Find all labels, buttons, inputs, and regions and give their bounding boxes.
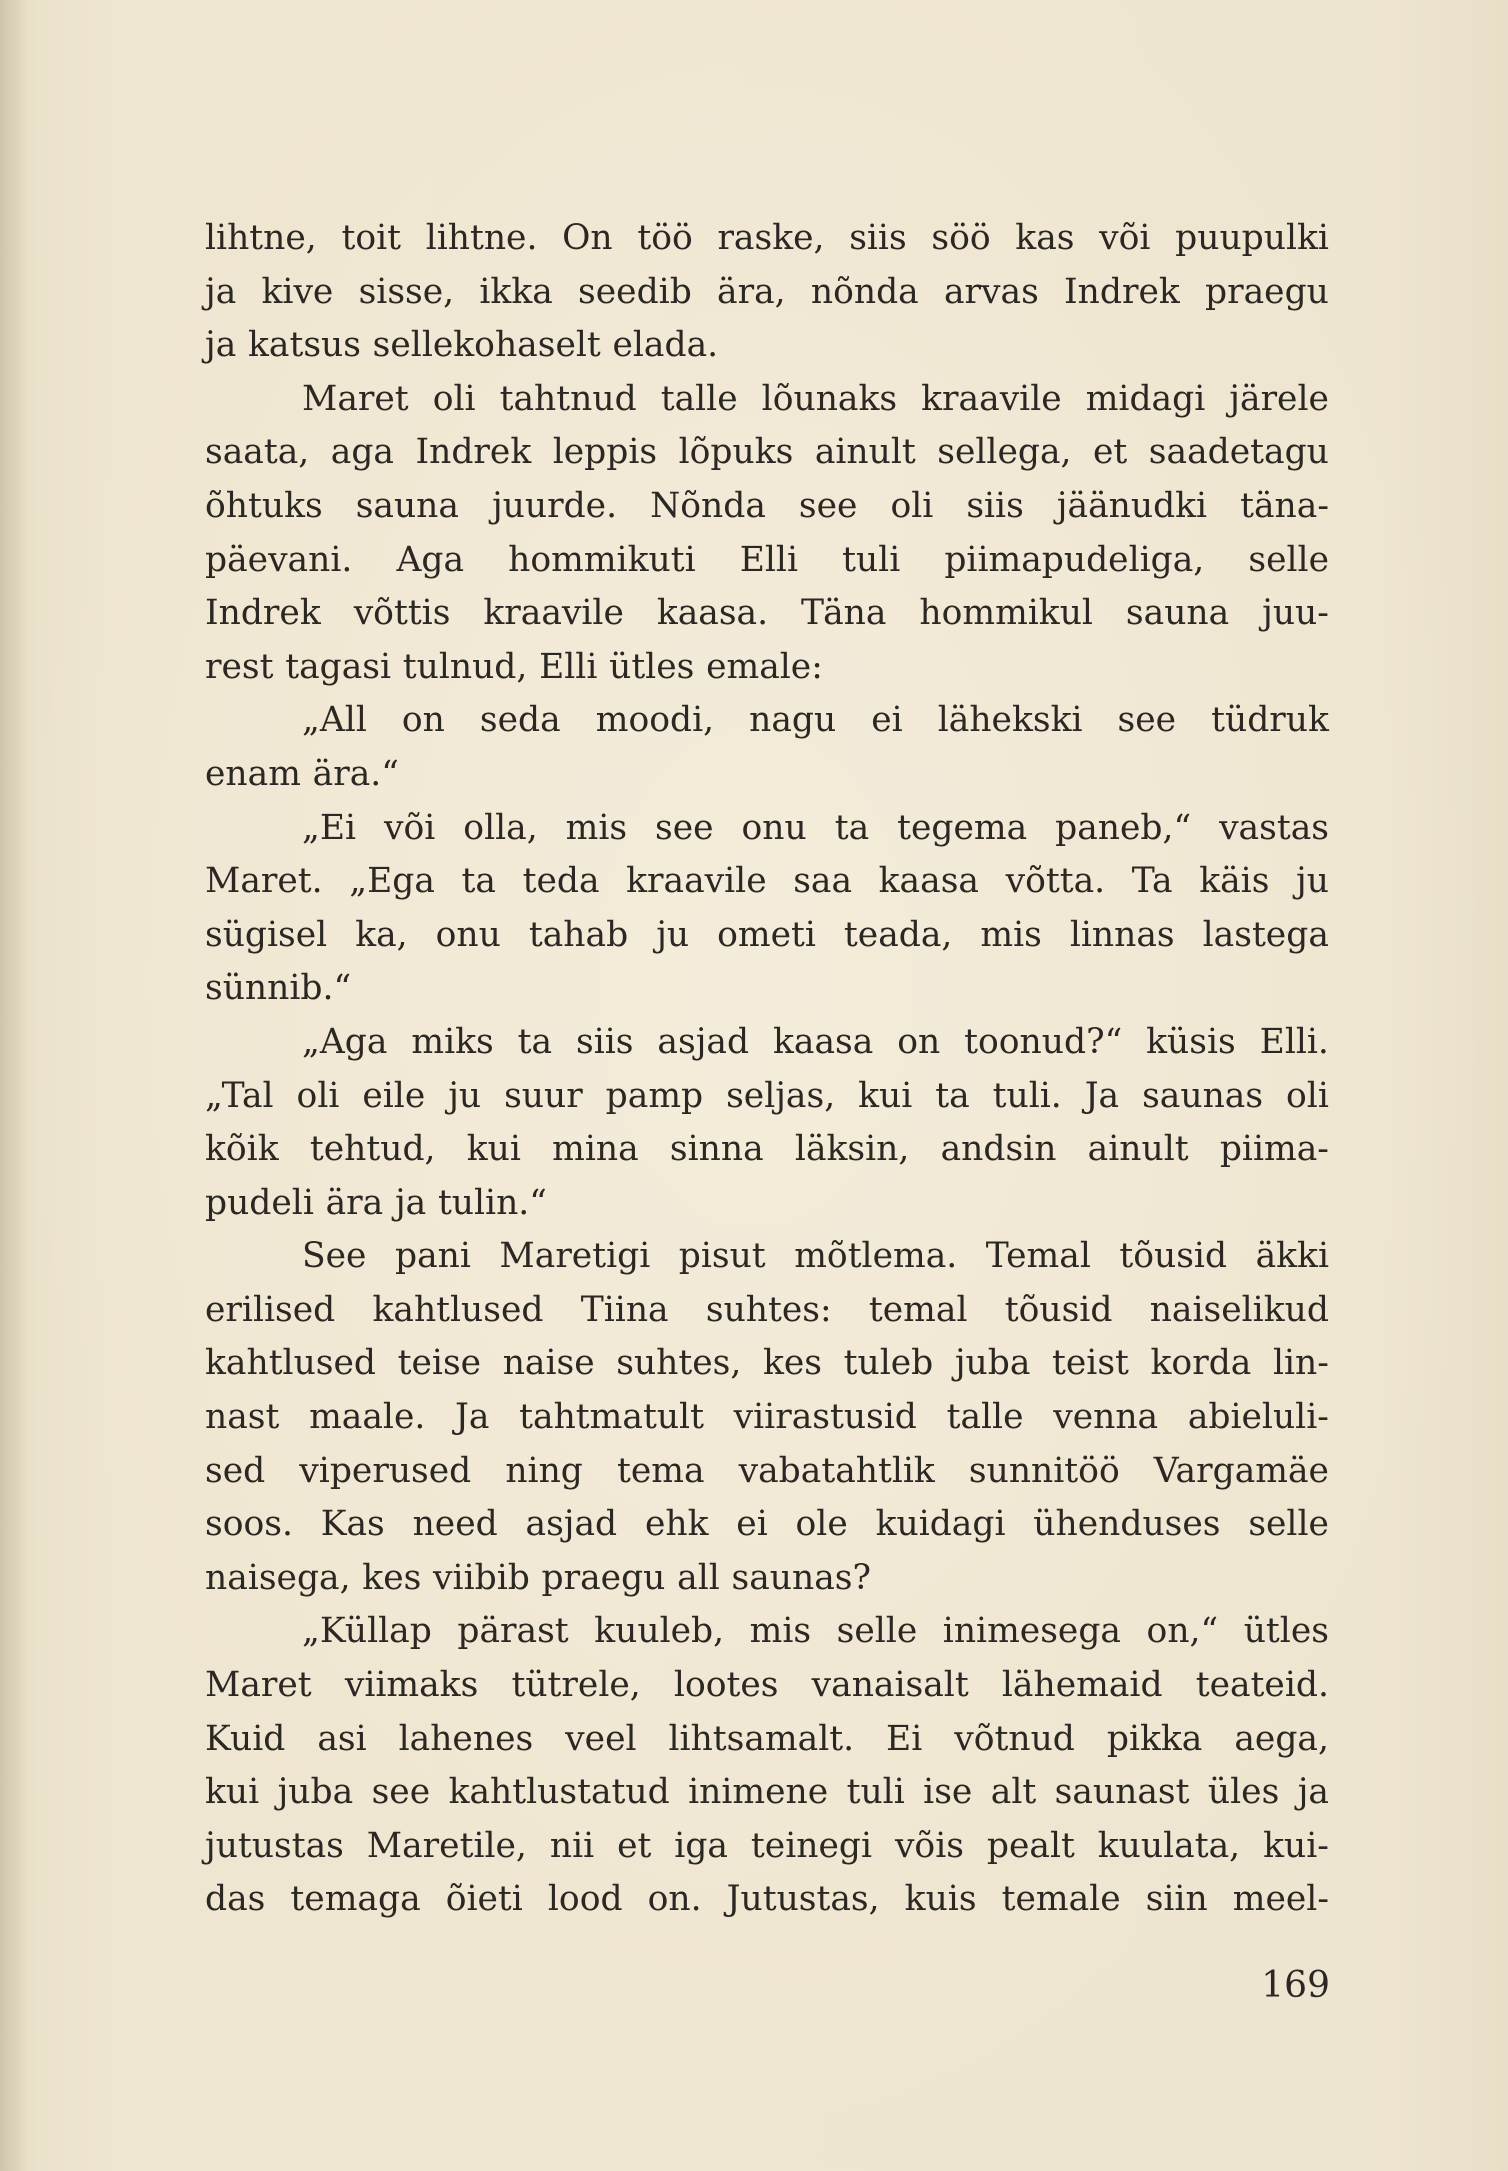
text-line bbox=[205, 694, 1329, 748]
word: ära, bbox=[717, 271, 786, 312]
word: tagasi bbox=[285, 646, 392, 687]
word: suhtes, bbox=[616, 1343, 742, 1384]
word: Vargamäe bbox=[1153, 1450, 1329, 1491]
word: õhtuks bbox=[205, 485, 323, 526]
word: võttis bbox=[353, 593, 451, 634]
word: „Tal bbox=[205, 1075, 274, 1116]
word: küsis bbox=[1146, 1021, 1236, 1062]
text-line bbox=[205, 1552, 1329, 1606]
word: siis bbox=[849, 218, 907, 258]
word: miks bbox=[411, 1021, 494, 1062]
word: ometi bbox=[717, 914, 816, 955]
word: üles bbox=[1207, 1772, 1280, 1813]
word: kive bbox=[261, 271, 334, 312]
word: teise bbox=[397, 1343, 482, 1384]
word: töö bbox=[637, 218, 693, 258]
word: selle bbox=[1248, 1504, 1329, 1545]
word: suhtes: bbox=[705, 1289, 832, 1330]
word: söö bbox=[931, 218, 991, 258]
word: Ja bbox=[455, 1397, 490, 1438]
word: juu- bbox=[1262, 593, 1329, 634]
word: Temal bbox=[985, 1236, 1091, 1277]
word: mis bbox=[749, 1611, 812, 1652]
word: Maret bbox=[302, 378, 409, 419]
word: tulin.“ bbox=[437, 1182, 547, 1223]
word: talle bbox=[946, 1397, 1024, 1438]
word: ta bbox=[935, 1075, 970, 1116]
word: temal bbox=[868, 1289, 968, 1330]
word: teda bbox=[522, 861, 600, 902]
text-line bbox=[205, 855, 1329, 909]
word: tehtud, bbox=[309, 1129, 436, 1170]
word: nõnda bbox=[810, 271, 919, 312]
word: mis bbox=[565, 807, 628, 848]
word: Täna bbox=[801, 593, 887, 634]
word: onu bbox=[435, 914, 501, 955]
word: ja bbox=[205, 271, 237, 312]
word: Indrek bbox=[205, 593, 321, 634]
word: onu bbox=[741, 807, 807, 848]
word: lahenes bbox=[398, 1718, 534, 1759]
text-line bbox=[205, 1713, 1329, 1767]
word: linnas bbox=[1069, 914, 1175, 955]
word: iga bbox=[674, 1825, 728, 1866]
word: sauna bbox=[1125, 593, 1230, 634]
word: asi bbox=[317, 1718, 367, 1759]
word: võtnud bbox=[954, 1718, 1075, 1759]
word: ning bbox=[505, 1450, 583, 1491]
text-line bbox=[205, 962, 1329, 1016]
word: „Ei bbox=[302, 807, 357, 848]
word: on bbox=[897, 1021, 941, 1062]
word: aega, bbox=[1234, 1718, 1329, 1759]
word: täna- bbox=[1240, 485, 1329, 526]
word: ütles bbox=[609, 646, 695, 687]
word: lin- bbox=[1272, 1343, 1329, 1384]
word: sellekohaselt bbox=[372, 325, 601, 366]
word: ka, bbox=[355, 914, 408, 955]
word: Kuid bbox=[205, 1718, 286, 1759]
word: ühenduses bbox=[1033, 1504, 1221, 1545]
word: praegu bbox=[541, 1557, 666, 1598]
text-line bbox=[205, 748, 1329, 802]
word: ainult bbox=[814, 432, 916, 473]
word: Maret bbox=[205, 1665, 312, 1706]
text-line bbox=[205, 587, 1329, 641]
word: ise bbox=[923, 1772, 973, 1813]
word: eile bbox=[362, 1075, 426, 1116]
word: ju bbox=[1296, 861, 1329, 902]
word: Maretigi bbox=[499, 1236, 651, 1277]
word: saa bbox=[793, 861, 853, 902]
word: Elli bbox=[539, 646, 598, 687]
word: jäänudki bbox=[1056, 485, 1208, 526]
word: siis bbox=[966, 485, 1024, 526]
word: sisse, bbox=[358, 271, 455, 312]
word: lood bbox=[547, 1879, 623, 1920]
word: saunas? bbox=[731, 1557, 871, 1598]
word: äkki bbox=[1255, 1236, 1329, 1277]
word: pikka bbox=[1106, 1718, 1203, 1759]
word: ole bbox=[795, 1504, 848, 1545]
word: siis bbox=[576, 1021, 634, 1062]
word: Jutustas, bbox=[726, 1879, 880, 1920]
word: kraavile bbox=[626, 861, 767, 902]
word: tuleb bbox=[843, 1343, 934, 1384]
word: oli bbox=[432, 378, 476, 419]
word: Indrek bbox=[415, 432, 532, 473]
word: see bbox=[371, 1772, 431, 1813]
word: kui bbox=[858, 1075, 913, 1116]
word: kaasa bbox=[772, 1021, 874, 1062]
word: järele bbox=[1229, 378, 1329, 419]
text-line bbox=[205, 909, 1329, 963]
word: see bbox=[798, 485, 858, 526]
page-number: 169 bbox=[1261, 1965, 1330, 2006]
word: moodi, bbox=[595, 700, 715, 741]
word: ütles bbox=[1243, 1611, 1329, 1652]
word: Aga bbox=[396, 539, 465, 580]
word: „All bbox=[302, 700, 367, 741]
word: need bbox=[412, 1504, 498, 1545]
word: seda bbox=[479, 700, 561, 741]
text-line bbox=[205, 1016, 1329, 1070]
word: piimapudeliga, bbox=[944, 539, 1205, 580]
word: venna bbox=[1053, 1397, 1159, 1438]
word: selle bbox=[1248, 539, 1329, 580]
word: saunast bbox=[1054, 1772, 1190, 1813]
text-line bbox=[205, 1605, 1329, 1659]
text-line bbox=[205, 1284, 1329, 1338]
word: tulnud, bbox=[402, 646, 528, 687]
word: kui bbox=[466, 1129, 521, 1170]
word: kuulata, bbox=[1097, 1825, 1241, 1866]
word: tahab bbox=[528, 914, 629, 955]
word: on. bbox=[647, 1879, 702, 1920]
word: soos. bbox=[205, 1504, 293, 1545]
word: viimaks bbox=[344, 1665, 479, 1706]
word: jutustas bbox=[205, 1825, 344, 1866]
word: ei bbox=[736, 1504, 768, 1545]
word: sinna bbox=[669, 1129, 764, 1170]
text-line bbox=[205, 534, 1329, 588]
word: temale bbox=[1001, 1879, 1121, 1920]
word: kõik bbox=[205, 1129, 279, 1170]
word: naise bbox=[502, 1343, 595, 1384]
word: tegema bbox=[897, 807, 1028, 848]
word: tõusid bbox=[1004, 1289, 1113, 1330]
word: nast bbox=[205, 1397, 280, 1438]
word: abieluli- bbox=[1187, 1397, 1329, 1438]
text-line bbox=[205, 1445, 1329, 1499]
word: sellega, bbox=[937, 432, 1072, 473]
word: tuli bbox=[842, 539, 901, 580]
word: hommikul bbox=[919, 593, 1093, 634]
word: on bbox=[401, 700, 445, 741]
word: elada. bbox=[612, 325, 719, 366]
word: kahtlustatud bbox=[448, 1772, 670, 1813]
word: ära.“ bbox=[312, 753, 399, 794]
word: viperused bbox=[299, 1450, 472, 1491]
text-line bbox=[205, 641, 1329, 695]
word: meel- bbox=[1232, 1879, 1329, 1920]
word: hommikuti bbox=[508, 539, 696, 580]
word: Elli bbox=[739, 539, 798, 580]
word: toonud?“ bbox=[964, 1021, 1123, 1062]
word: asjad bbox=[657, 1021, 750, 1062]
word: ainult bbox=[1087, 1129, 1189, 1170]
word: kes bbox=[362, 1557, 422, 1598]
word: „Aga bbox=[302, 1021, 388, 1062]
word: viibib bbox=[433, 1557, 530, 1598]
word: oli bbox=[1286, 1075, 1329, 1116]
word: siin bbox=[1145, 1879, 1208, 1920]
word: lõpuks bbox=[678, 432, 794, 473]
word: sed bbox=[205, 1450, 266, 1491]
word: emale: bbox=[706, 646, 823, 687]
page-gutter-shadow bbox=[0, 0, 28, 2171]
word: Maretile, bbox=[366, 1825, 527, 1866]
word: mõtlema. bbox=[794, 1236, 958, 1277]
word: raske, bbox=[717, 218, 825, 258]
word: päevani. bbox=[205, 539, 353, 580]
text-line bbox=[205, 1177, 1329, 1231]
word: lastega bbox=[1202, 914, 1329, 955]
word: aga bbox=[330, 432, 394, 473]
word: andsin bbox=[940, 1129, 1057, 1170]
word: vanaisalt bbox=[811, 1665, 969, 1706]
word: mina bbox=[552, 1129, 639, 1170]
word: naiselikud bbox=[1149, 1289, 1329, 1330]
word: kuuleb, bbox=[594, 1611, 725, 1652]
text-line bbox=[205, 1766, 1329, 1820]
word: kes bbox=[762, 1343, 822, 1384]
text-line bbox=[205, 319, 1329, 373]
word: juba bbox=[954, 1343, 1031, 1384]
word: asjad bbox=[525, 1504, 618, 1545]
word: tuli. bbox=[992, 1075, 1062, 1116]
word: suur bbox=[504, 1075, 583, 1116]
word: inimene bbox=[688, 1772, 829, 1813]
word: all bbox=[677, 1557, 720, 1598]
word: katsus bbox=[247, 325, 361, 366]
word: lähemaid bbox=[1001, 1665, 1163, 1706]
word: õieti bbox=[445, 1879, 523, 1920]
word: teada, bbox=[843, 914, 953, 955]
word: läksin, bbox=[794, 1129, 910, 1170]
word: teist bbox=[1052, 1343, 1129, 1384]
word: vabatahtlik bbox=[738, 1450, 935, 1491]
word: tema bbox=[616, 1450, 705, 1491]
word: sünnib.“ bbox=[205, 968, 352, 1009]
text-line bbox=[205, 212, 1329, 266]
word: või bbox=[1099, 218, 1151, 258]
word: ju bbox=[656, 914, 690, 955]
word: olla, bbox=[463, 807, 538, 848]
text-line bbox=[205, 373, 1329, 427]
word: selle bbox=[836, 1611, 918, 1652]
text-line bbox=[205, 1123, 1329, 1177]
word: kaasa bbox=[878, 861, 979, 902]
text-line bbox=[205, 1070, 1329, 1124]
word: lootes bbox=[673, 1665, 779, 1706]
text-line bbox=[205, 1230, 1329, 1284]
word: tuli bbox=[846, 1772, 905, 1813]
word: ja bbox=[1297, 1772, 1329, 1813]
word: saata, bbox=[205, 432, 310, 473]
word: midagi bbox=[1085, 378, 1206, 419]
word: tüdruk bbox=[1211, 700, 1329, 741]
word: Maret. bbox=[205, 861, 323, 902]
word: veel bbox=[565, 1718, 637, 1759]
word: seljas, bbox=[726, 1075, 836, 1116]
word: Nõnda bbox=[650, 485, 766, 526]
word: ehk bbox=[644, 1504, 709, 1545]
word: juba bbox=[277, 1772, 354, 1813]
word: käis bbox=[1199, 861, 1270, 902]
word: pani bbox=[394, 1236, 471, 1277]
word: või bbox=[384, 807, 436, 848]
word: korda bbox=[1150, 1343, 1252, 1384]
word: nii bbox=[549, 1825, 595, 1866]
word: temaga bbox=[290, 1879, 421, 1920]
word: Kas bbox=[320, 1504, 385, 1545]
word: Indrek bbox=[1064, 271, 1180, 312]
word: Ta bbox=[1131, 861, 1173, 902]
word: kui- bbox=[1263, 1825, 1329, 1866]
word: puupulki bbox=[1175, 218, 1329, 258]
word: On bbox=[562, 218, 613, 258]
word: kui bbox=[205, 1772, 260, 1813]
word: see bbox=[1117, 700, 1177, 741]
word: ju bbox=[448, 1075, 482, 1116]
word: erilised bbox=[205, 1289, 336, 1330]
word: ja bbox=[394, 1182, 427, 1223]
text-line bbox=[205, 1873, 1329, 1927]
word: võtta. bbox=[1005, 861, 1106, 902]
word: tõusid bbox=[1119, 1236, 1228, 1277]
word: vastas bbox=[1219, 807, 1329, 848]
word: kaasa. bbox=[656, 593, 769, 634]
word: piima- bbox=[1219, 1129, 1329, 1170]
word: mis bbox=[980, 914, 1042, 955]
word: rest bbox=[205, 646, 274, 687]
word: ikka bbox=[479, 271, 553, 312]
word: pamp bbox=[605, 1075, 704, 1116]
word: toit bbox=[341, 218, 401, 258]
word: pisut bbox=[678, 1236, 766, 1277]
word: lihtsamalt. bbox=[668, 1718, 855, 1759]
word: et bbox=[1093, 432, 1128, 473]
text-line bbox=[205, 1659, 1329, 1713]
text-line bbox=[205, 1391, 1329, 1445]
word: das bbox=[205, 1879, 266, 1920]
word: sunnitöö bbox=[968, 1450, 1120, 1491]
word: et bbox=[617, 1825, 652, 1866]
word: ta bbox=[517, 1021, 553, 1062]
word: maale. bbox=[309, 1397, 426, 1438]
word: saunas bbox=[1142, 1075, 1264, 1116]
word: on,“ bbox=[1146, 1611, 1219, 1652]
word: arvas bbox=[943, 271, 1039, 312]
text-line bbox=[205, 426, 1329, 480]
word: oli bbox=[296, 1075, 340, 1116]
word: inimesega bbox=[942, 1611, 1121, 1652]
text-line bbox=[205, 1820, 1329, 1874]
word: pärast bbox=[457, 1611, 569, 1652]
word: teateid. bbox=[1195, 1665, 1329, 1706]
body-text bbox=[205, 212, 1329, 1927]
word: lihtne, bbox=[205, 218, 317, 258]
word: enam bbox=[205, 753, 301, 794]
text-line bbox=[205, 1498, 1329, 1552]
word: tahtnud bbox=[499, 378, 637, 419]
word: lähekski bbox=[937, 700, 1083, 741]
word: praegu bbox=[1205, 271, 1329, 312]
word: nagu bbox=[749, 700, 837, 741]
word: teinegi bbox=[750, 1825, 872, 1866]
text-line bbox=[205, 1337, 1329, 1391]
word: tahtmatult bbox=[519, 1397, 704, 1438]
word: see bbox=[655, 807, 714, 848]
word: ära bbox=[325, 1182, 384, 1223]
word: paneb,“ bbox=[1055, 807, 1192, 848]
word: See bbox=[302, 1236, 367, 1277]
word: kuidagi bbox=[875, 1504, 1006, 1545]
word: tütrele, bbox=[511, 1665, 641, 1706]
word: alt bbox=[990, 1772, 1037, 1813]
word: kahtlused bbox=[205, 1343, 377, 1384]
word: pudeli bbox=[205, 1182, 314, 1223]
word: kuis bbox=[904, 1879, 977, 1920]
word: viirastusid bbox=[733, 1397, 917, 1438]
word: lihtne. bbox=[425, 218, 538, 258]
word: lõunaks bbox=[761, 378, 898, 419]
word: Elli. bbox=[1259, 1021, 1329, 1062]
word: kahtlused bbox=[372, 1289, 544, 1330]
word: sauna bbox=[355, 485, 459, 526]
word: kraavile bbox=[483, 593, 624, 634]
text-line bbox=[205, 266, 1329, 320]
word: oli bbox=[890, 485, 934, 526]
text-line bbox=[205, 802, 1329, 856]
word: seedib bbox=[578, 271, 692, 312]
word: leppis bbox=[552, 432, 658, 473]
word: pealt bbox=[986, 1825, 1075, 1866]
word: naisega, bbox=[205, 1557, 351, 1598]
word: Ei bbox=[886, 1718, 923, 1759]
word: juurde. bbox=[491, 485, 618, 526]
word: ta bbox=[834, 807, 870, 848]
word: saadetagu bbox=[1148, 432, 1329, 473]
word: ei bbox=[871, 700, 903, 741]
word: kraavile bbox=[921, 378, 1062, 419]
word: talle bbox=[660, 378, 738, 419]
text-line bbox=[205, 480, 1329, 534]
word: Tiina bbox=[580, 1289, 669, 1330]
word: Ja bbox=[1084, 1075, 1120, 1116]
word: „Ega bbox=[349, 861, 435, 902]
word: ja bbox=[205, 325, 237, 366]
word: võis bbox=[894, 1825, 964, 1866]
word: ta bbox=[461, 861, 496, 902]
word: sügisel bbox=[205, 914, 328, 955]
word: „Küllap bbox=[302, 1611, 432, 1652]
word: kas bbox=[1015, 218, 1075, 258]
